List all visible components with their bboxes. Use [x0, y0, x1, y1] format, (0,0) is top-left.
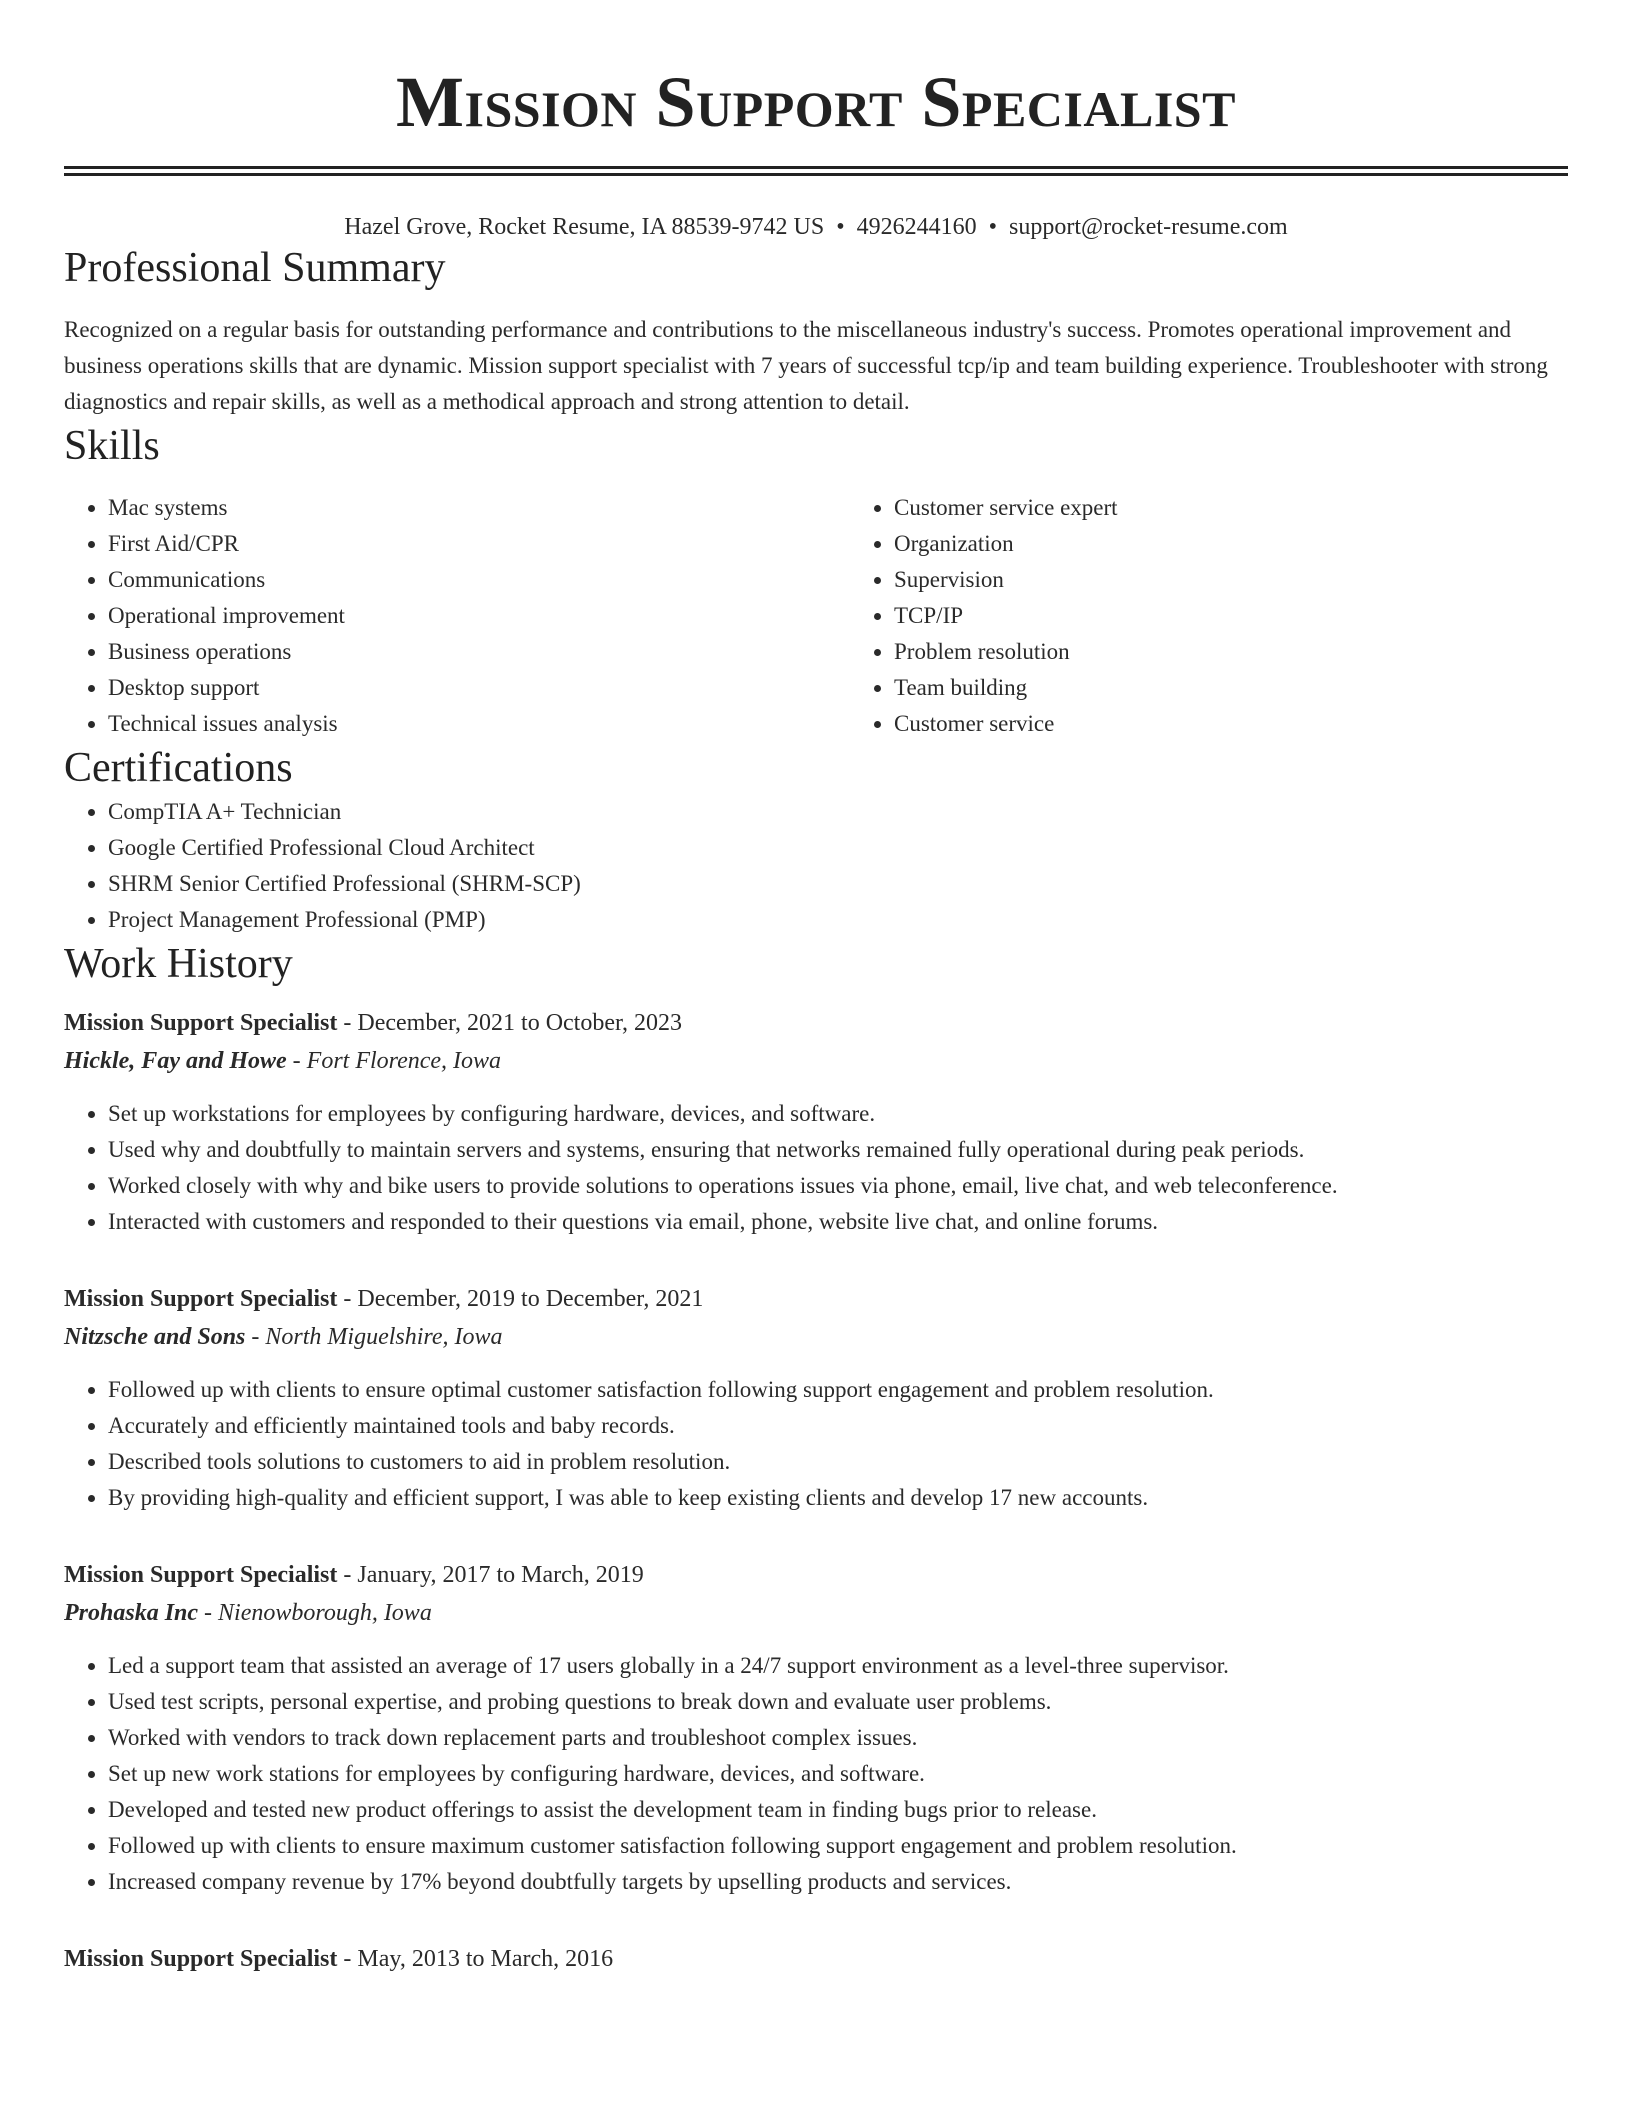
- job-company-line: Hickle, Fay and Howe - Fort Florence, Iowa: [64, 1048, 502, 1074]
- job-bullet: • Used why and doubtfully to maintain servers and systems, ensuring that networks remained fully operational during peak periods.: [108, 1132, 1568, 1168]
- job-role: Mission Support Specialist: [64, 1286, 338, 1312]
- certification-item: • SHRM Senior Certified Professional (SHRM-SCP): [108, 866, 1568, 902]
- job-bullets: [64, 1096, 1568, 1240]
- job-dates: January, 2017 to March, 2019: [357, 1562, 644, 1588]
- skills-columns: [64, 490, 1568, 742]
- contact-separator: •: [836, 214, 845, 240]
- job-location: Fort Florence, Iowa: [306, 1048, 502, 1074]
- skill-item: • Problem resolution: [894, 634, 1632, 670]
- skill-item: • Technical issues analysis: [108, 706, 850, 742]
- certification-item: • Project Management Professional (PMP): [108, 902, 1568, 938]
- job-bullet: • Set up new work stations for employees by configuring hardware, devices, and software.: [108, 1756, 1568, 1792]
- job-bullet: • Followed up with clients to ensure maximum customer satisfaction following support engagement and problem resolution.: [108, 1828, 1568, 1864]
- job-company: Hickle, Fay and Howe: [64, 1048, 287, 1074]
- job-dates: May, 2013 to March, 2016: [357, 1946, 614, 1972]
- job-company: Prohaska Inc: [64, 1600, 199, 1626]
- skill-item: • Business operations: [108, 634, 850, 670]
- job-bullet: • Interacted with customers and responded to their questions via email, phone, website live chat, and online forums.: [108, 1204, 1568, 1240]
- contact-line: [64, 212, 1568, 242]
- contact-separator: •: [988, 214, 998, 240]
- job-location: Nienowborough, Iowa: [218, 1600, 432, 1626]
- job-bullet: • Worked with vendors to track down replacement parts and troubleshoot complex issues.: [108, 1720, 1568, 1756]
- contact-phone: 4926244160: [856, 214, 977, 240]
- certification-item: • Google Certified Professional Cloud Architect: [108, 830, 1568, 866]
- skill-item: • First Aid/CPR: [108, 526, 850, 562]
- job-title-line: Mission Support Specialist - December, 2019 to December, 2021: [64, 1286, 704, 1312]
- job-company-line: Prohaska Inc - Nienowborough, Iowa: [64, 1600, 432, 1626]
- resume-title: Mission Support Specialist: [396, 62, 1236, 142]
- job-location: North Miguelshire, Iowa: [265, 1324, 503, 1350]
- skills-heading: Skills: [64, 423, 160, 469]
- job-dates: December, 2019 to December, 2021: [357, 1286, 704, 1312]
- skills-list-left: [64, 490, 850, 742]
- skill-item: • Customer service: [894, 706, 1632, 742]
- contact-email: support@rocket-resume.com: [1009, 214, 1288, 240]
- job-bullet: • Led a support team that assisted an average of 17 users globally in a 24/7 support environment as a level-three supervisor.: [108, 1648, 1568, 1684]
- job-entry: [64, 1004, 1568, 1240]
- job-bullet: • Worked closely with why and bike users to provide solutions to operations issues via phone, email, live chat, and web teleconference.: [108, 1168, 1568, 1204]
- job-bullet: • Increased company revenue by 17% beyond doubtfully targets by upselling products and services.: [108, 1864, 1568, 1900]
- skill-item: • TCP/IP: [894, 598, 1632, 634]
- job-bullet: • Followed up with clients to ensure optimal customer satisfaction following support engagement and problem resolution.: [108, 1372, 1568, 1408]
- job-title-line: Mission Support Specialist - May, 2013 to March, 2016: [64, 1946, 614, 1972]
- contact-address: Hazel Grove, Rocket Resume, IA 88539-9742 US: [344, 214, 825, 240]
- job-company: Nitzsche and Sons: [64, 1324, 246, 1350]
- job-bullets: [64, 1648, 1568, 1900]
- work-history-heading: Work History: [64, 941, 293, 987]
- job-bullet: • Developed and tested new product offerings to assist the development team in finding bugs prior to release.: [108, 1792, 1568, 1828]
- summary-heading: Professional Summary: [64, 245, 446, 291]
- job-bullet: • Described tools solutions to customers to aid in problem resolution.: [108, 1444, 1568, 1480]
- job-title-line: Mission Support Specialist - December, 2021 to October, 2023: [64, 1010, 683, 1036]
- skills-list-right: [850, 490, 1632, 742]
- job-bullets: [64, 1372, 1568, 1516]
- skill-item: • Communications: [108, 562, 850, 598]
- job-title-line: Mission Support Specialist - January, 2017 to March, 2019: [64, 1562, 644, 1588]
- certifications-heading: Certifications: [64, 745, 293, 791]
- job-dates: December, 2021 to October, 2023: [357, 1010, 683, 1036]
- job-bullet: • By providing high-quality and efficient support, I was able to keep existing clients and develop 17 new accounts.: [108, 1480, 1568, 1516]
- skill-item: • Desktop support: [108, 670, 850, 706]
- job-role: Mission Support Specialist: [64, 1562, 338, 1588]
- job-entry: [64, 1556, 1568, 1900]
- job-bullet: • Accurately and efficiently maintained tools and baby records.: [108, 1408, 1568, 1444]
- job-entry: [64, 1280, 1568, 1516]
- skill-item: • Operational improvement: [108, 598, 850, 634]
- job-role: Mission Support Specialist: [64, 1946, 338, 1972]
- job-bullet: • Set up workstations for employees by configuring hardware, devices, and software.: [108, 1096, 1568, 1132]
- resume-content: [64, 0, 1568, 1978]
- skill-item: • Customer service expert: [894, 490, 1632, 526]
- certifications-list: [64, 794, 1568, 938]
- job-entry: [64, 1940, 1568, 1978]
- skill-item: • Mac systems: [108, 490, 850, 526]
- skill-item: • Team building: [894, 670, 1632, 706]
- summary-text: Recognized on a regular basis for outstanding performance and contributions to the miscellaneous industry's success. Promotes operational improvement and business operations skills that are dynamic. Mission support specialist with 7 years of successful tcp/ip and team building experience. Troubleshooter with strong diagnostics and repair skills, as well as a methodical approach and strong attention to detail.: [64, 317, 1548, 414]
- job-company-line: Nitzsche and Sons - North Miguelshire, Iowa: [64, 1324, 503, 1350]
- job-bullet: • Used test scripts, personal expertise, and probing questions to break down and evaluate user problems.: [108, 1684, 1568, 1720]
- skill-item: • Organization: [894, 526, 1632, 562]
- skill-item: • Supervision: [894, 562, 1632, 598]
- certification-item: • CompTIA A+ Technician: [108, 794, 1568, 830]
- title-divider: [64, 166, 1568, 176]
- job-role: Mission Support Specialist: [64, 1010, 338, 1036]
